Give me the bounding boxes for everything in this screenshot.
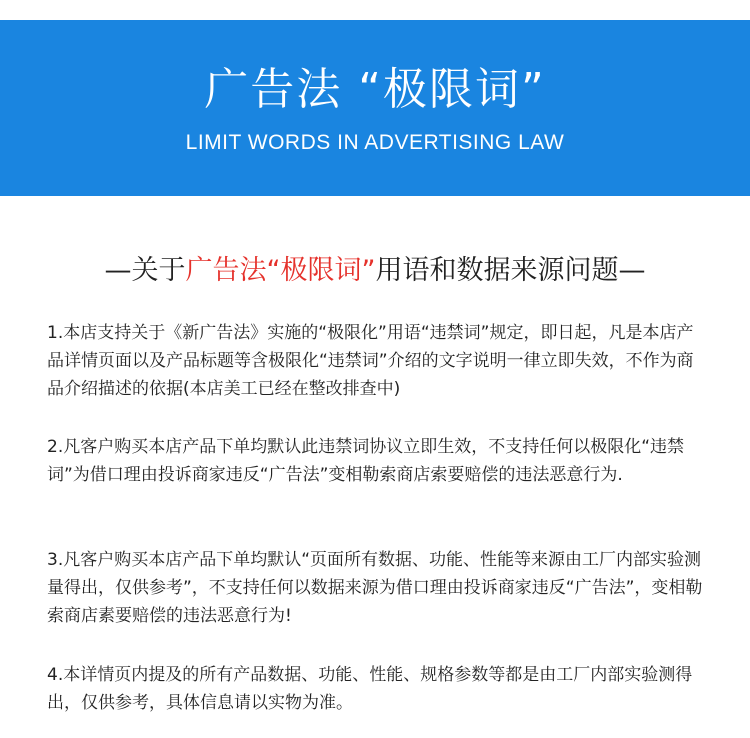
header-banner	[0, 20, 750, 196]
notice-paragraph-2: 2.凡客户购买本店产品下单均默认此违禁词协议立即生效，不支持任何以极限化“违禁词”为借口理由投诉商家违反“广告法”变相勒索商店索要赔偿的违法恶意行为.	[47, 437, 685, 485]
banner-title: 广告法 “极限词”	[204, 64, 546, 115]
section-heading-prefix: —关于	[104, 255, 186, 286]
section-heading-highlight: 广告法“极限词”	[185, 255, 376, 286]
banner-subtitle: LIMIT WORDS IN ADVERTISING LAW	[185, 131, 565, 154]
section-heading-suffix: 用语和数据来源问题—	[375, 255, 646, 286]
notice-paragraph-4: 4.本详情页内提及的所有产品数据、功能、性能、规格参数等都是由工厂内部实验测得出，仅供参考，具体信息请以实物为准。	[47, 665, 693, 713]
notice-paragraph-3: 3.凡客户购买本店产品下单均默认“页面所有数据、功能、性能等来源由工厂内部实验测量得出，仅供参考”，不支持任何以数据来源为借口理由投诉商家违反“广告法”，变相勒索商店素要赔偿的违法恶意行为!	[47, 550, 703, 626]
section-heading	[0, 253, 750, 289]
notice-paragraph-1: 1.本店支持关于《新广告法》实施的“极限化”用语“违禁词”规定，即日起，凡是本店产品详情页面以及产品标题等含极限化“违禁词”介绍的文字说明一律立即失效，不作为商品介绍描述的依据(本店美工已经在整改排查中)	[47, 323, 694, 399]
